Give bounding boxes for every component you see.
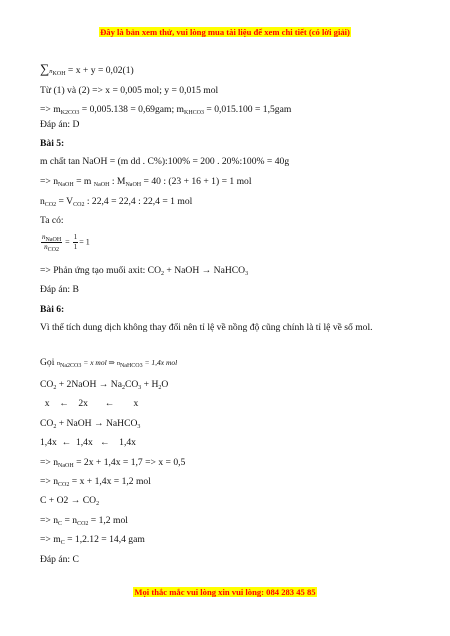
n-naoh-line: => $n_{NaOH} = m$ $_{NaOH}$ : $M_{NaOH} = 40$ : (23 + 16 + 1) = 1 mol: [40, 176, 252, 188]
n-c-line: => $n_C = n_{CO2} = 1,2$ mol: [40, 515, 128, 527]
mass-line: => $m_{K2CO3} = 0,005.138 = 0,69gam$; $m_{KHCO3} = 0,015.100 = 1,5gam$: [40, 104, 292, 116]
naoh-mass-line: m chất tan NaOH = (m dd . C%):100% = 200 . 20%:100% = 40g: [40, 156, 290, 167]
answer-4: Đáp án: D: [40, 119, 80, 130]
reaction-2: $CO_2$ + NaOH → NaHCO$_3$: [40, 418, 141, 430]
answer-5: Đáp án: B: [40, 284, 79, 295]
ratio-formula: $\frac{n_{NaOH}}{n_{CO2}}$ = $\frac{1}{1}$ = 1: [42, 233, 90, 253]
sum-koh-equation: $\sum n_{KOH} = x + y = 0,02(1)$: [40, 61, 134, 77]
header-banner: Đây là bản xem thử, vui lòng mua tài liệu để xem chi tiết (có lời giải): [100, 27, 350, 37]
answer-6: Đáp án: C: [40, 554, 79, 565]
ratio-value-fraction: $\frac{1}{1}$: [73, 233, 78, 251]
heading-bai-6: Bài 6:: [40, 304, 65, 315]
m-c-line: => $m_C = 1,2.12 = 14,4$ gam: [40, 534, 145, 546]
footer-banner: Mọi thắc mắc vui lòng xin vui lòng: 084 283 45 85: [134, 587, 316, 597]
n-naoh-6-line: => $n_{NaOH} = 2x + 1,4x = 1,7 => x = 0,5$: [40, 457, 186, 469]
reaction-1: $CO_2$ + 2NaOH → $Na_2CO_3 + H_2O$: [40, 379, 169, 391]
reaction-2-ratio: 1,4x ← 1,4x ← 1,4x: [40, 437, 136, 448]
n-co2-6-line: => $n_{CO2} = x + 1,4x = 1,2$ mol: [40, 476, 151, 488]
ratio-fraction: $\frac{n_{NaOH}}{n_{CO2}}$: [42, 233, 62, 253]
heading-bai-5: Bài 5:: [40, 138, 65, 149]
paragraph-vi-the: Vì thể tích dung dịch không thay đổi nên tỉ lệ về nồng độ cũng chính là tỉ lệ về số mol.: [40, 322, 373, 333]
goi-line: Gọi $n_{Na2CO3} = x$ mol ⇒ $n_{NaHCO3} = 1,4x$ mol: [40, 357, 178, 369]
solution-line: Từ (1) và (2) => x = 0,005 mol; y = 0,015 mol: [40, 85, 219, 96]
reaction-3: $C + O2 \to CO_2$: [40, 495, 100, 507]
reaction-bai5: => Phản ứng tạo muối axit: $CO_2$ + NaOH → NaHCO$_3$: [40, 265, 249, 277]
n-co2-line: $n_{CO2} = V_{CO2}$ : 22,4 = 22,4 : 22,4 = 1 mol: [40, 196, 193, 208]
reaction-1-ratio: x ← 2x ← x: [40, 398, 139, 409]
ta-co-label: Ta có:: [40, 215, 64, 226]
